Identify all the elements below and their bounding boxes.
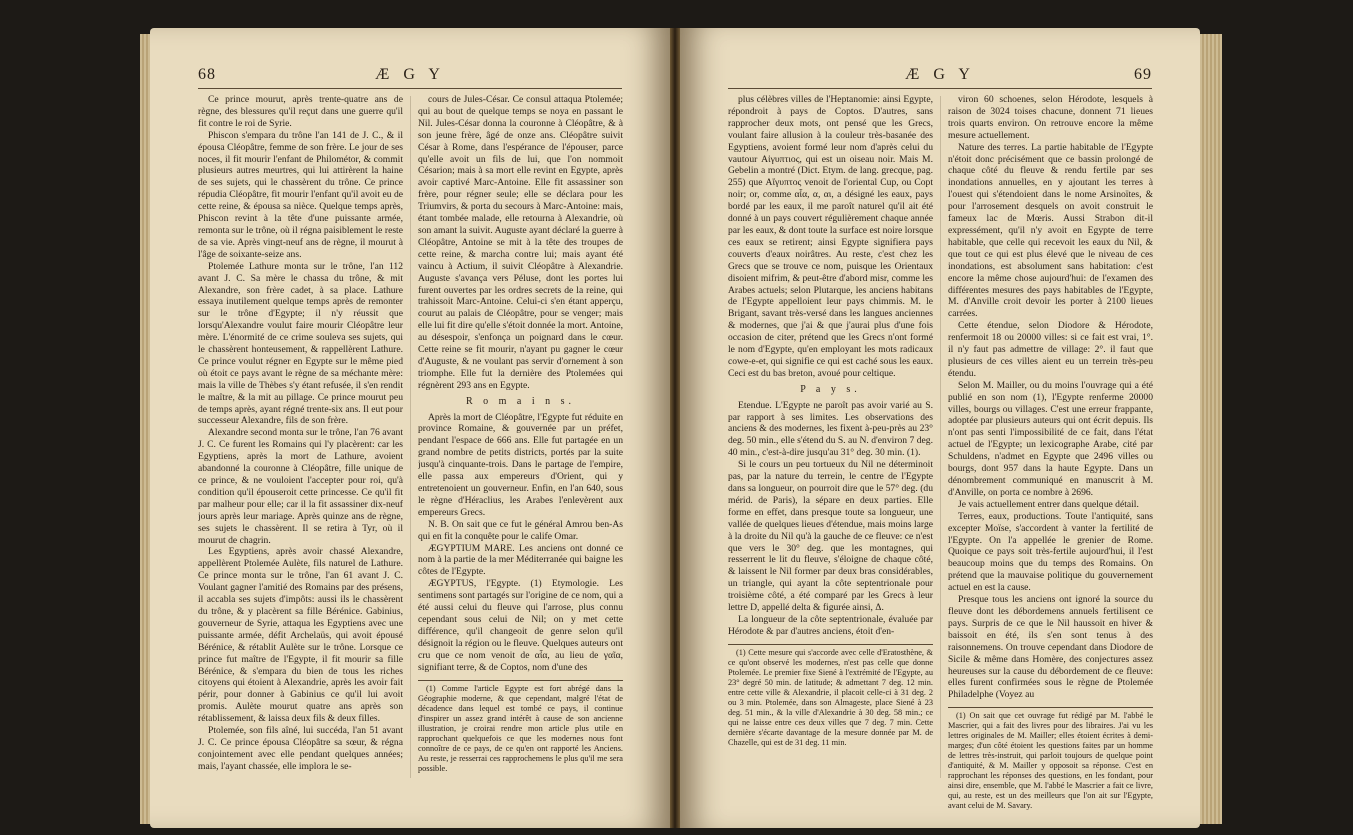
- footnote-text: (1) Cette mesure qui s'accorde avec celle d'Eratosthène, & ce qu'ont observé les modernes, n'est pas celle que donne Ptolemée. Le premier fixe Siené à l'extrémité de l'Egypte, au 23° degré 50 min. de latitude; & admettant 7 deg. 12 min. entre cette ville & Alexandrie, il placoit celle-ci à 31 deg. 2 ou 3 min. Ptolemée, dans son Almageste, place Siené à 23 deg. 51 min., & la ville d'Alexandrie à 30 deg. 58 min.; ce qui ne laisse entre ces deux villes que 7 deg. 7 min. Cette dernière s'écarte davantage de la mesure donnée par M. de Chazelle, qui est de 31 deg. 11 min.: [728, 647, 933, 747]
- paragraph: Ptolemée Lathure monta sur le trône, l'an 112 avant J. C. Sa mère le chassa du trône, & mit Alexandre, son frère cadet, à sa place. Lathure essaya inutilement quelque temps après de remonter sur le trône d'Egypte; il n'y réussit que lorsqu'Alexandre voulut faire mourir Cléopâtre leur mère. L'énormité de ce crime souleva ses sujets, qui le chassèrent honteusement, & rappellèrent Lathure. Ce prince voulut régner en Egypte sur le même pied où étoit ce pays avant le règne de sa méchante mère: mais la ville de Thèbes s'y étant refusée, il s'en rendit le maître, & la mit au pillage. Ce prince mourut peu de temps après, ayant régné trente-six ans. Il eut pour successeur Alexandre, fils de son frère.: [198, 260, 403, 427]
- paragraph: Selon M. Mailler, ou du moins l'ouvrage qui a été publié en son nom (1), l'Egypte renferme 20000 villes, bourgs ou villages. C'est une erreur frappante, adoptée par plusieurs auteurs qui ont écrit depuis. Ils n'ont pas senti l'impossibilité de ce fait, dans l'état actuel de l'Egypte; un lexicographe Arabe, cité par Schuldens, n'admet en Egypte que 2496 villes ou bourgs, dont 957 dans la haute Egypte. Dans un dénombrement communiqué en manuscrit à M. d'Anville, on porta ce nombre à 2696.: [948, 379, 1153, 498]
- right-page: [680, 28, 1200, 828]
- paragraph: Alexandre second monta sur le trône, l'an 76 avant J. C. Ce furent les Romains qui l'y placèrent: car les Egyptiens, après la mort de Lathure, avoient abandonné la couronne à Cléopâtre, fille unique de ce prince, & ne vouloient l'accepter pour roi, qu'à condition qu'il épouseroit cette princesse. Ce qu'il fit par malheur pour elle; car il la fit assassiner dix-neuf jours après leur mariage. Après quinze ans de règne, ses sujets le chassèrent. Il se retira à Tyr, où il mourut de chagrin.: [198, 427, 403, 546]
- paragraph: Etendue. L'Egypte ne paroît pas avoir varié au S. par rapport à ses limites. Les observations des anciens & des modernes, les fixent à-peu-près au 23° deg. 50 min., elle s'étend du S. au N. d'environ 7 deg. 40 min., c'est-à-dire jusqu'au 31° deg. 30 min. (1).: [728, 399, 933, 459]
- column-divider: [410, 96, 411, 778]
- paragraph: cours de Jules-César. Ce consul attaqua Ptolemée; qui au bout de quelque temps se noya en passant le Nil. Jules-César donna la couronne à Cléopâtre, & à son jeune frère, âgé de onze ans. Cléopâtre suivit César à Rome, dans l'espérance de l'épouser, parce qu'elle avoit un fils de lui, que l'on nommoit Césarion; mais à sa mort elle revint en Egypte, après avoir captivé Marc-Antoine. Elle fit assassiner son frère, pour régner seule; elle se déclara pour les Triumvirs, & porta du secours à Marc-Antoine: mais, étant tombée malade, elle retourna à Alexandrie, où son amant la suivit. Auguste ayant déclaré la guerre à Cléopâtre, Antoine se mit à la tête des troupes de cette reine, & marcha contre lui; mais ayant été vaincu à Actium, il suivit Cléopâtre à Alexandrie. Auguste s'avança vers Péluse, dont les portes lui furent ouvertes par les ordres secrets de la reine, qui trahissoit Marc-Antoine. Celui-ci s'en étant apperçu, courut au palais de Cléopâtre, pour se venger; mais elle lui fit dire qu'elle s'étoit donnée la mort. Antoine, au désespoir, s'enfonça un poignard dans le cœur. Cette reine se fit mourir, n'ayant pu gagner le cœur d'Auguste, & ne voulant pas servir d'ornement à son triomphe. Elle fut la dernière des Ptolemées qui régnèrent 293 ans en Egypte.: [418, 94, 623, 391]
- paragraph: ÆGYPTIUM MARE. Les anciens ont donné ce nom à la partie de la mer Méditerranée qui baigne les côtes de l'Egypte.: [418, 542, 623, 578]
- header-rule-right: [728, 88, 1152, 89]
- header-rule-left: [198, 88, 622, 89]
- text-columns-right: [728, 94, 1152, 818]
- header-word-right: Æ G Y: [905, 66, 975, 83]
- paragraph: Phiscon s'empara du trône l'an 141 de J. C., & il épousa Cléopâtre, femme de son frère. Le jour de ses noces, il fit mourir l'enfant de Philométor, & commit plusieurs autres meurtres, qui lui attirèrent la haine de ses sujets, qui le chassèrent du trône. Ce prince répudia Cléopâtre, fit mourir l'enfant qu'il avoit eu de cette reine, & épousa sa nièce. Quelque temps après, Phiscon revint à la tête d'une puissante armée, remonta sur le trône, où il régna paisiblement le reste de sa vie. Après vingt-neuf ans de règne, il mourut à l'âge de soixante-seize ans.: [198, 129, 403, 260]
- header-word-left: Æ G Y: [375, 66, 445, 83]
- page-edges-left: [140, 34, 150, 824]
- paragraph: Presque tous les anciens ont ignoré la source du fleuve dont les débordemens annuels fertilisent ce pays. Surpris de ce que le Nil haussoit en hiver & baissoit en été, ils s'en sont tenus à des raisonnemens. On trouve cependant dans Diodore de Sicile & même dans Homère, des conjectures assez heureuses sur la cause du débordement de ce fleuve: elles furent confirmées sous le règne de Ptolemée Philadelphe (Voyez au: [948, 594, 1153, 701]
- footnote: [948, 707, 1153, 811]
- page-edges-right: [1200, 34, 1222, 824]
- paragraph: Si le cours un peu tortueux du Nil ne déterminoit pas, par la nature du terrein, le centre de l'Egypte dans sa longueur, on pourroit dire que le 57° deg. (du mérid. de Paris), la sépare en deux parties. Elle forme en effet, dans presque toute sa longueur, une vallée de quelques lieues d'étendue, mais moins large à la droite du Nil qu'à la gauche de ce fleuve: ce n'est que vers le 30° deg. que les montagnes, qui resserrent le lit du fleuve, s'éloigne de chaque côté, & laissent le Nil former par deux bras considérables, un triangle, qui ayant la côte septentrionale pour troisième côté, a été comparé par les Grecs à leur lettre D, appellé delta & figurée ainsi, Δ.: [728, 459, 933, 614]
- left-page: [150, 28, 670, 828]
- footnote-text: (1) On sait que cet ouvrage fut rédigé par M. l'abbé le Mascrier, qui a fait des livres pour des libraires. J'ai vu les lettres originales de M. Mailler; elles étoient écrites à demi-marges; d'un côté étoient les questions faites par un homme de lettres très-instruit, qui parloit toujours de quelque point d'antiquité, & M. Mailler y opposoit sa réponse. C'est en rapprochant les réponses des questions, en les fondant, pour ainsi dire, ensemble, que M. l'abbé le Mascrier a fait ce livre, qui, au reste, est un des meilleurs que l'on ait sur l'Egypte, avant celui de M. Savary.: [948, 711, 1153, 811]
- paragraph: N. B. On sait que ce fut le général Amrou ben-As qui en fit la conquête pour le calife Omar.: [418, 518, 623, 542]
- page-number-left: 68: [198, 66, 216, 83]
- paragraph: viron 60 schoenes, selon Hérodote, lesquels à raison de 3024 toises chacune, donnent 71 lieues trois quarts environ. On retrouve encore la même mesure actuellement.: [948, 94, 1153, 141]
- section-heading: P a y s.: [800, 383, 861, 395]
- paragraph: Terres, eaux, productions. Toute l'antiquité, sans excepter Moïse, s'accordent à vanter la fertilité de l'Egypte. On l'a appellée le grenier de Rome. Quoique ce pays soit très-fertile aujourd'hui, il l'est beaucoup moins que du temps des Romains. On prétend que la mauvaise politique du gouvernement actuel en est la cause.: [948, 510, 1153, 594]
- footnote: [728, 644, 933, 748]
- paragraph: Les Egyptiens, après avoir chassé Alexandre, appellèrent Ptolemée Aulète, fils naturel de Lathure. Ce prince monta sur le trône, l'an 61 avant J. C. Voulant gagner l'amitié des Romains par des présens, il accabla ses sujets d'impôts: aussi ils le chassèrent du trône, & y placèrent sa fille Bérénice. Gabinius, gouverneur de Syrie, attaqua les Egyptiens avec une puissante armée, défit Archelaüs, qui avoit épousé Bérénice, & rétablit Aulète sur le trône. Lorsque ce prince fut maître de l'Egypte, il fit mourir sa fille Bérénice, & s'empara du bien de tous les riches citoyens qui étoient à Alexandrie, après les avoir fait périr, pour donner à Gabinius ce qu'il lui avoit promis. Aulète mourut quatre ans après son rétablissement, & laissa deux fils & deux filles.: [198, 546, 403, 725]
- footnote-text: (1) Comme l'article Egypte est fort abrégé dans la Géographie moderne, & que cependant, malgré l'état de décadence dans lequel est tombé ce pays, il continue d'inspirer un assez grand intérêt à cause de son ancienne illustration, je croirai rendre mon article plus utile en rapprochant quelquefois ce que les modernes nous font connoître de ce pays, de ce qu'en ont rapporté les Anciens. Au reste, je resserrai ces rapprochemens le plus qu'il me sera possible.: [418, 683, 623, 773]
- right-column-2: [948, 94, 1153, 818]
- book-spread: [150, 28, 1210, 828]
- paragraph: Cette étendue, selon Diodore & Hérodote, renfermoit 18 ou 20000 villes: si ce fait est vrai, 1°. il n'y faut pas admettre de village: 2°. il faut que plusieurs de ces villes aient eu un terrein très-peu étendu.: [948, 320, 1153, 379]
- paragraph: Nature des terres. La partie habitable de l'Egypte n'étoit donc précisément que ce bassin prolongé de chaque côté du fleuve & rendu fertile par ses inondations annuelles, en y ajoutant les terres à l'ouest qui s'étendoient dans le nome Arsinoïtes, & pour l'arrosement desquels on avoit construit le fameux lac de Mœris. Aussi Strabon dit-il expressément, qu'il n'y avoit en Egypte de terre habitable, que celle qui recevoit les eaux du Nil, & que tout ce qui est plus élevé que le niveau de ces inondations, est absolument sans habitation: c'est encore la même chose aujourd'hui: de l'examen des différentes mesures des pays habitables de l'Egypte, M. d'Anville croit devoir les porter à 2100 lieues carrées.: [948, 141, 1153, 320]
- text-columns-left: [198, 94, 622, 818]
- running-head-left: [198, 66, 622, 86]
- paragraph: Ce prince mourut, après trente-quatre ans de règne, des blessures qu'il reçut dans une guerre qu'il fit contre le roi de Syrie.: [198, 94, 403, 129]
- book-gutter: [670, 28, 680, 828]
- footnote: [418, 680, 623, 774]
- paragraph: Je vais actuellement entrer dans quelque détail.: [958, 498, 1139, 510]
- paragraph: Ptolemée, son fils aîné, lui succéda, l'an 51 avant J. C. Ce prince épousa Cléopâtre sa sœur, & régna conjointement avec elle pendant quelques années; mais, l'ayant chassée, elle implora le se-: [198, 725, 403, 772]
- paragraph: plus célèbres villes de l'Heptanomie: ainsi Egypte, répondroit à pays de Coptos. D'autres, sans rapprocher deux mots, ont pensé que les Grecs, voulant faire allusion à la couleur très-basanée des Egyptiens, avoient formé leur nom d'après celui du vautour Αἰγυπτιος, qui est un oiseau noir. Mais M. Gebelin a montré (Dict. Etym. de lang. grecque, pag. 255) que Αἴγυπτος venoit de l'oriental Cup, ou Copt noir; or, comme αἶα, α, αι, a désigné les eaux, pays bordé par les eaux, il me paroît naturel qu'il ait été donné à un pays couvert régulièrement chaque année par les eaux, & dont toute la surface est noire lorsque ces eaux se retirent; ainsi Egypte signifiera pays couverts d'eaux noirâtres. Au reste, c'est chez les Grecs que se trouve ce nom, puisque les Orientaux disoient mifrim, & peut-être d'abord misr, comme les Arabes actuels; selon Plutarque, les anciens habitans de l'Egypte appelloient leur pays chimmis. M. le Brigant, savant très-versé dans les langues anciennes & modernes, que j'ai & que j'aurai plus d'une fois occasion de citer, prétend que les Grecs n'ont formé le nom d'Egypte, qu'en employant les mots radicaux cowe-e-et, qui signifie ce qui est caché sous les eaux. Ceci est du bas breton, avoué pour celtique.: [728, 94, 933, 379]
- left-column-2: [418, 94, 623, 818]
- left-column-1: [198, 94, 403, 818]
- paragraph: Après la mort de Cléopâtre, l'Egypte fut réduite en province Romaine, & gouvernée par un préfet, pendant l'espace de 666 ans. Elle fut partagée en un grand nombre de petits districts, portés par la suite jusqu'à cinquante-trois. Dans le partage de l'empire, elle passa aux empereurs d'Orient, qui y entretenoient un gouverneur. Enfin, en l'an 640, sous le règne d'Héraclius, les Arabes l'enlevèrent aux empereurs Grecs.: [418, 411, 623, 518]
- column-divider: [940, 96, 941, 778]
- right-column-1: [728, 94, 933, 818]
- paragraph: ÆGYPTUS, l'Egypte. (1) Etymologie. Les sentimens sont partagés sur l'origine de ce nom, qui a été aussi celui du fleuve qui l'arrose, plus connu cependant sous celui de Nil; on y met cette différence, qu'il changeoit de genre selon qu'il désignoit la région ou le fleuve. Quelques auteurs ont cru que ce nom venoit de αἶα, au lieu de γαῖα, signifiant terre, & de Coptos, nom d'une des: [418, 578, 623, 673]
- running-head-right: [728, 66, 1152, 86]
- paragraph: La longueur de la côte septentrionale, évaluée par Hérodote & par d'autres anciens, étoit d'en-: [728, 613, 933, 637]
- section-heading: R o m a i n s.: [465, 395, 576, 407]
- page-number-right: 69: [1134, 66, 1152, 83]
